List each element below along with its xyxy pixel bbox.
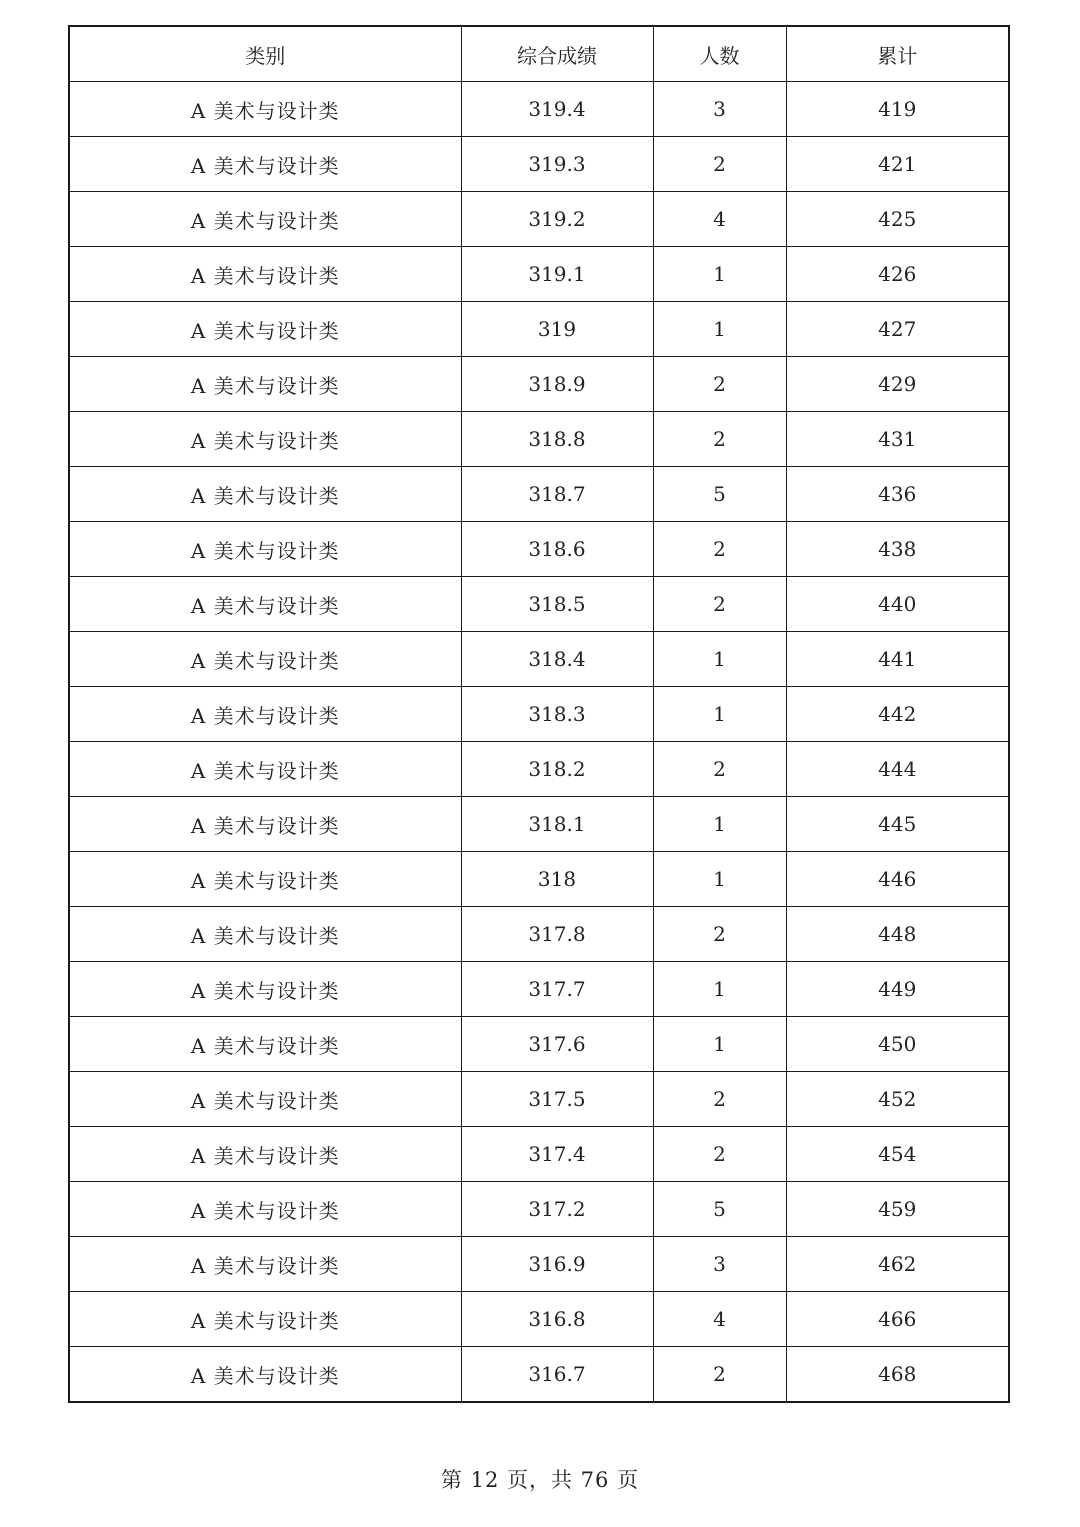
table-row — [69, 1347, 1009, 1403]
cell-cumulative: 442 — [786, 687, 1009, 742]
table-row — [69, 82, 1009, 137]
cell-cumulative: 444 — [786, 742, 1009, 797]
cell-cumulative: 462 — [786, 1237, 1009, 1292]
cell-count: 2 — [653, 907, 786, 962]
cell-score: 319 — [461, 302, 653, 357]
cell-count: 2 — [653, 522, 786, 577]
cell-cumulative: 446 — [786, 852, 1009, 907]
score-table — [68, 25, 1010, 1403]
cell-cumulative: 419 — [786, 82, 1009, 137]
cell-category: A 美术与设计类 — [69, 1072, 461, 1127]
cell-count: 3 — [653, 1237, 786, 1292]
cell-count: 2 — [653, 1127, 786, 1182]
cell-count: 5 — [653, 467, 786, 522]
cell-cumulative: 427 — [786, 302, 1009, 357]
table-row — [69, 1237, 1009, 1292]
cell-category: A 美术与设计类 — [69, 1182, 461, 1237]
header-score: 综合成绩 — [461, 26, 653, 82]
cell-category: A 美术与设计类 — [69, 852, 461, 907]
cell-category: A 美术与设计类 — [69, 962, 461, 1017]
table-row — [69, 1017, 1009, 1072]
cell-count: 1 — [653, 687, 786, 742]
cell-category: A 美术与设计类 — [69, 1347, 461, 1403]
cell-cumulative: 450 — [786, 1017, 1009, 1072]
cell-cumulative: 429 — [786, 357, 1009, 412]
cell-cumulative: 440 — [786, 577, 1009, 632]
table-row — [69, 742, 1009, 797]
cell-count: 1 — [653, 247, 786, 302]
table-row — [69, 687, 1009, 742]
cell-count: 4 — [653, 192, 786, 247]
cell-score: 318.9 — [461, 357, 653, 412]
table-header — [69, 26, 1009, 82]
cell-cumulative: 449 — [786, 962, 1009, 1017]
header-row — [69, 26, 1009, 82]
cell-cumulative: 466 — [786, 1292, 1009, 1347]
table-row — [69, 1182, 1009, 1237]
cell-count: 1 — [653, 632, 786, 687]
cell-category: A 美术与设计类 — [69, 82, 461, 137]
cell-score: 317.7 — [461, 962, 653, 1017]
cell-count: 1 — [653, 962, 786, 1017]
cell-count: 2 — [653, 1072, 786, 1127]
cell-count: 1 — [653, 302, 786, 357]
cell-category: A 美术与设计类 — [69, 357, 461, 412]
cell-score: 318.6 — [461, 522, 653, 577]
cell-cumulative: 421 — [786, 137, 1009, 192]
cell-score: 317.4 — [461, 1127, 653, 1182]
table-row — [69, 1127, 1009, 1182]
header-cumulative: 累计 — [786, 26, 1009, 82]
cell-score: 319.3 — [461, 137, 653, 192]
cell-count: 5 — [653, 1182, 786, 1237]
cell-count: 3 — [653, 82, 786, 137]
cell-category: A 美术与设计类 — [69, 632, 461, 687]
cell-category: A 美术与设计类 — [69, 687, 461, 742]
cell-score: 316.9 — [461, 1237, 653, 1292]
cell-cumulative: 436 — [786, 467, 1009, 522]
cell-category: A 美术与设计类 — [69, 467, 461, 522]
cell-category: A 美术与设计类 — [69, 302, 461, 357]
cell-score: 318.3 — [461, 687, 653, 742]
table-row — [69, 302, 1009, 357]
cell-score: 318.7 — [461, 467, 653, 522]
cell-count: 2 — [653, 577, 786, 632]
cell-count: 2 — [653, 412, 786, 467]
table-row — [69, 632, 1009, 687]
cell-cumulative: 441 — [786, 632, 1009, 687]
cell-cumulative: 459 — [786, 1182, 1009, 1237]
cell-score: 317.2 — [461, 1182, 653, 1237]
table-row — [69, 907, 1009, 962]
table-row — [69, 137, 1009, 192]
cell-cumulative: 426 — [786, 247, 1009, 302]
cell-cumulative: 431 — [786, 412, 1009, 467]
cell-score: 318.8 — [461, 412, 653, 467]
cell-count: 4 — [653, 1292, 786, 1347]
table-row — [69, 1072, 1009, 1127]
table-row — [69, 192, 1009, 247]
table-row — [69, 577, 1009, 632]
cell-cumulative: 438 — [786, 522, 1009, 577]
cell-category: A 美术与设计类 — [69, 797, 461, 852]
table-row — [69, 522, 1009, 577]
cell-cumulative: 425 — [786, 192, 1009, 247]
cell-score: 316.8 — [461, 1292, 653, 1347]
cell-count: 2 — [653, 357, 786, 412]
cell-score: 319.1 — [461, 247, 653, 302]
header-count: 人数 — [653, 26, 786, 82]
cell-count: 2 — [653, 137, 786, 192]
cell-cumulative: 452 — [786, 1072, 1009, 1127]
cell-score: 318.5 — [461, 577, 653, 632]
cell-cumulative: 454 — [786, 1127, 1009, 1182]
table-row — [69, 412, 1009, 467]
cell-cumulative: 445 — [786, 797, 1009, 852]
cell-score: 317.5 — [461, 1072, 653, 1127]
cell-cumulative: 468 — [786, 1347, 1009, 1403]
page-number: 第 12 页，共 76 页 — [440, 1468, 640, 1492]
cell-score: 318 — [461, 852, 653, 907]
cell-category: A 美术与设计类 — [69, 1017, 461, 1072]
cell-category: A 美术与设计类 — [69, 742, 461, 797]
cell-category: A 美术与设计类 — [69, 247, 461, 302]
cell-score: 319.2 — [461, 192, 653, 247]
cell-category: A 美术与设计类 — [69, 412, 461, 467]
table-row — [69, 1292, 1009, 1347]
cell-category: A 美术与设计类 — [69, 1127, 461, 1182]
table-row — [69, 467, 1009, 522]
cell-count: 2 — [653, 1347, 786, 1403]
header-category: 类别 — [69, 26, 461, 82]
cell-score: 317.8 — [461, 907, 653, 962]
cell-category: A 美术与设计类 — [69, 907, 461, 962]
cell-category: A 美术与设计类 — [69, 1292, 461, 1347]
cell-count: 1 — [653, 1017, 786, 1072]
cell-score: 317.6 — [461, 1017, 653, 1072]
table-row — [69, 357, 1009, 412]
cell-count: 1 — [653, 852, 786, 907]
cell-category: A 美术与设计类 — [69, 1237, 461, 1292]
cell-count: 1 — [653, 797, 786, 852]
cell-score: 316.7 — [461, 1347, 653, 1403]
cell-category: A 美术与设计类 — [69, 192, 461, 247]
cell-category: A 美术与设计类 — [69, 137, 461, 192]
cell-category: A 美术与设计类 — [69, 577, 461, 632]
cell-score: 318.2 — [461, 742, 653, 797]
cell-score: 319.4 — [461, 82, 653, 137]
cell-category: A 美术与设计类 — [69, 522, 461, 577]
table-body — [69, 82, 1009, 1403]
cell-cumulative: 448 — [786, 907, 1009, 962]
table-row — [69, 852, 1009, 907]
table-row — [69, 797, 1009, 852]
table-row — [69, 962, 1009, 1017]
cell-score: 318.1 — [461, 797, 653, 852]
cell-count: 2 — [653, 742, 786, 797]
cell-score: 318.4 — [461, 632, 653, 687]
table-row — [69, 247, 1009, 302]
